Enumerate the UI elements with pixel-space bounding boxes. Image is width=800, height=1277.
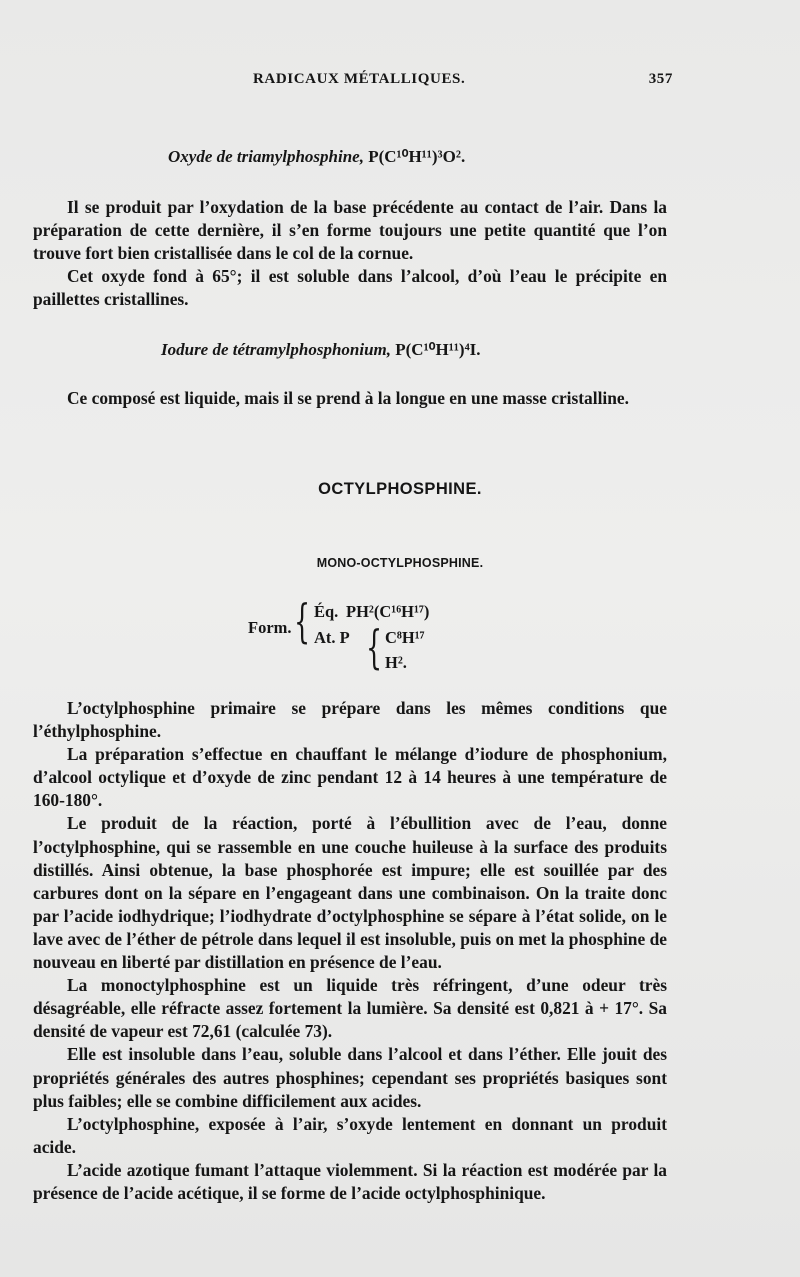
oxyde-heading-formula: P(C¹⁰H¹¹)³O².: [368, 147, 466, 166]
octyl-text: [33, 697, 667, 1205]
paragraph: Il se produit par l’oxydation de la base précédente au contact de l’air. Dans la préparation de cette dernière, il s’en forme toujours une petite quantité que l’on trouve fort bien cristallisée dans le col de la cornue.: [33, 197, 667, 264]
paragraph: L’octylphosphine primaire se prépare dans les mêmes conditions que l’éthylphosphine.: [33, 698, 667, 742]
page-number: 357: [648, 71, 673, 87]
paragraph: L’acide azotique fumant l’attaque violemment. Si la réaction est modérée par la présence de l’acide acétique, il se forme de l’acide octylphosphinique.: [33, 1159, 667, 1203]
paragraph: La préparation s’effectue en chauffant le mélange d’iodure de phosphonium, d’alcool octylique et d’oxyde de zinc pendant 12 à 14 heures à une température de 160-180°.: [33, 744, 667, 811]
iodure-heading-name: Iodure de tétramylphosphonium,: [161, 340, 392, 359]
iodure-heading-formula: P(C¹⁰H¹¹)⁴I.: [395, 340, 481, 359]
oxyde-heading: [168, 147, 465, 167]
iodure-text: [33, 387, 667, 410]
section-subtitle: MONO-OCTYLPHOSPHINE.: [316, 556, 484, 570]
paragraph: Le produit de la réaction, porté à l’ébullition avec de l’eau, donne l’octylphosphine, qui se rassemble en une couche huileuse à la surface des produits distillés. Ainsi obtenue, la base phosphorée est impure; elle est souillée par des carbures dont on la sépare en l’engageant dans une combinaison. On la traite donc par l’acide iodhydrique; l’iodhydrate d’octylphosphine se sépare à l’état solide, on le lave avec de l’éther de pétrole dans lequel il est insoluble, puis on met la phosphine de nouveau en liberté par distillation en présence de l’eau.: [33, 813, 667, 973]
oxyde-heading-name: Oxyde de triamylphosphine,: [168, 147, 364, 166]
formula-brace-outer: {: [294, 594, 311, 648]
paragraph: Cet oxyde fond à 65°; il est soluble dans l’alcool, d’où l’eau le précipite en paillettes cristallines.: [33, 266, 667, 310]
formula-brace-inner: {: [366, 620, 383, 674]
formula-at-line2: H².: [385, 653, 407, 672]
formula-at-line1: C⁸H¹⁷: [385, 628, 425, 647]
formula-eq-label: Éq.: [314, 602, 339, 621]
oxyde-text: [33, 196, 667, 311]
paragraph: Ce composé est liquide, mais il se prend à la longue en une masse cristalline.: [67, 388, 629, 408]
formula-at-label: At. P: [314, 628, 350, 647]
formula-block: [248, 594, 478, 676]
running-head-title: RADICAUX MÉTALLIQUES.: [253, 71, 466, 87]
iodure-heading: [161, 340, 481, 360]
section-title: OCTYLPHOSPHINE.: [318, 480, 482, 498]
paragraph: La monoctylphosphine est un liquide très réfringent, d’une odeur très désagréable, elle réfracte assez fortement la lumière. Sa densité est 0,821 à + 17°. Sa densité de vapeur est 72,61 (calculée 73).: [33, 975, 667, 1042]
formula-label: Form.: [248, 618, 292, 637]
paragraph: Elle est insoluble dans l’eau, soluble dans l’alcool et dans l’éther. Elle jouit des propriétés générales des autres phosphines; cependant ses propriétés basiques sont plus faibles; elle se combine difficilement aux acides.: [33, 1044, 667, 1111]
formula-eq-value: PH²(C¹⁶H¹⁷): [346, 602, 430, 621]
paragraph: L’octylphosphine, exposée à l’air, s’oxyde lentement en donnant un produit acide.: [33, 1113, 667, 1157]
